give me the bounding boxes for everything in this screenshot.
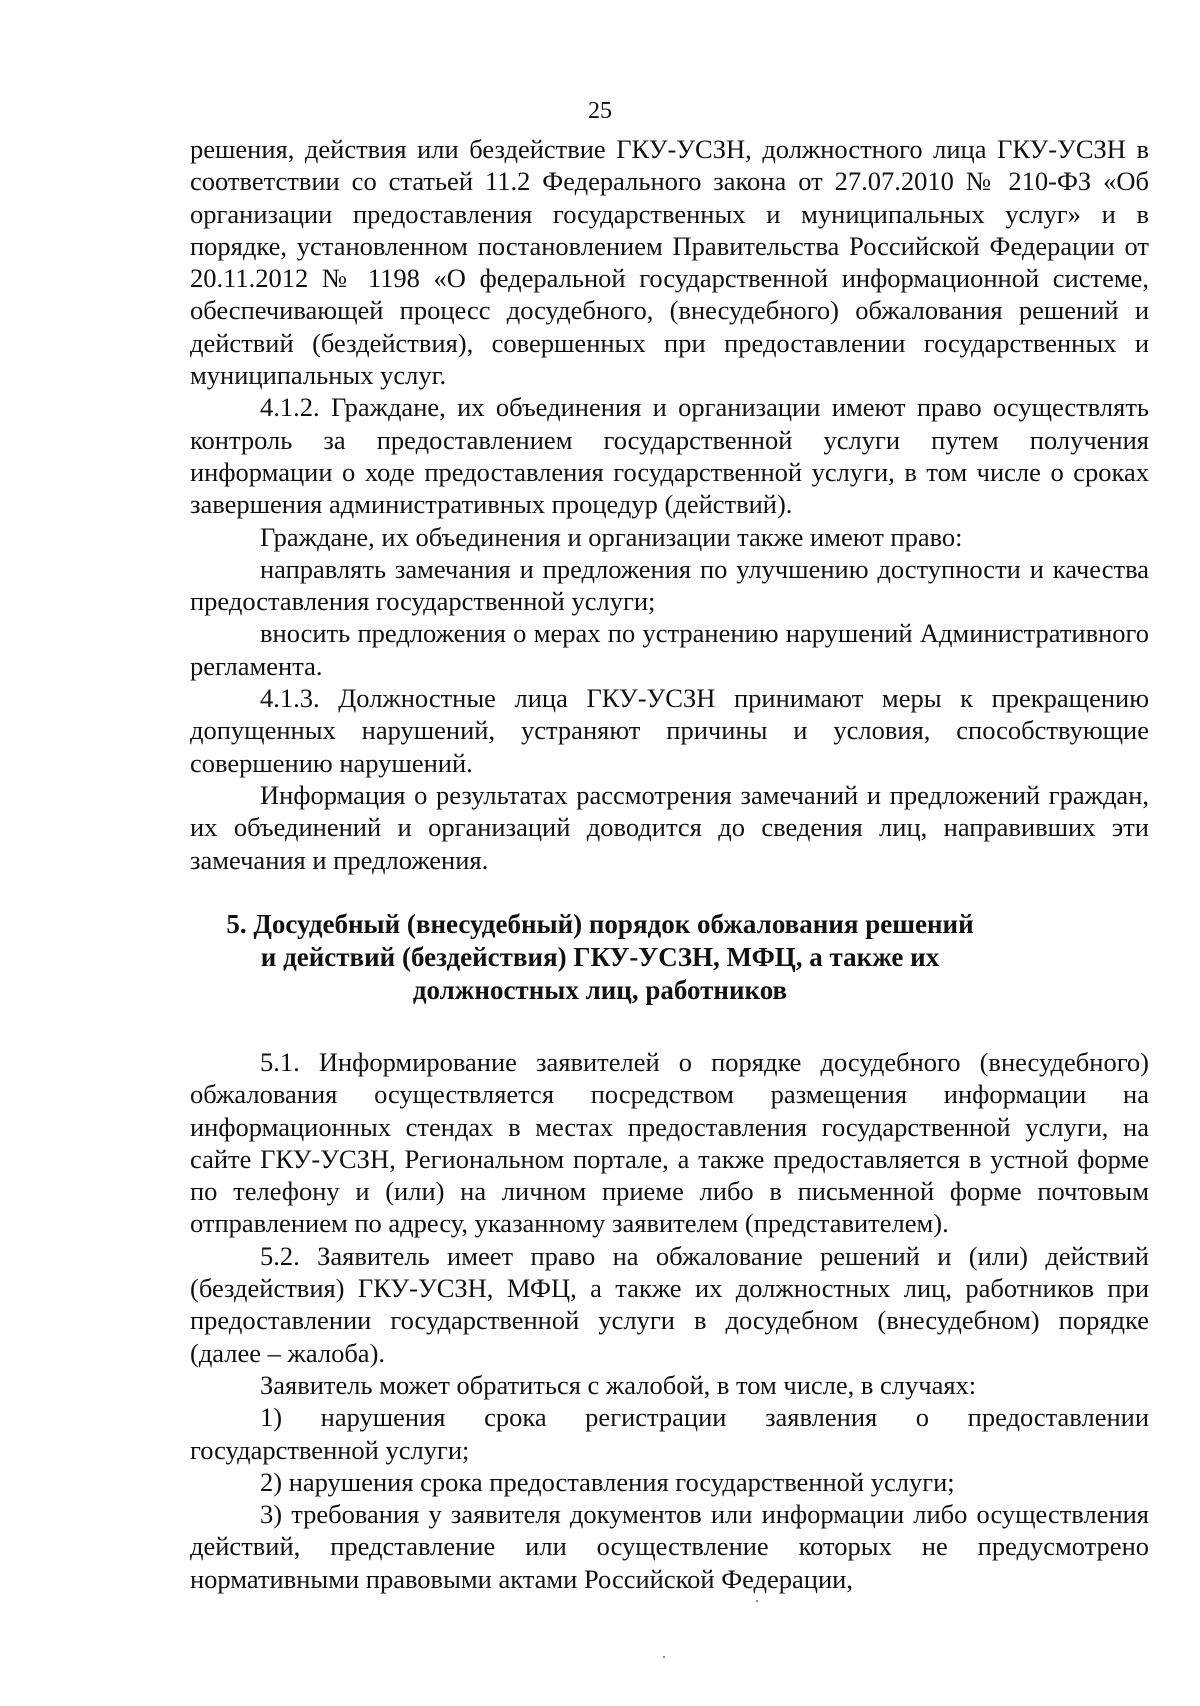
paragraph-5-2: 5.2. Заявитель имеет право на обжалование решений и (или) действий (бездействия) ГКУ-УСЗН, МФЦ, а также их должностных лиц, работников при предоставлении государственной услуги в досудебном (внесудебном) порядке (далее – жалоба).: [190, 1240, 1149, 1368]
section-heading-line-1: 5. Досудебный (внесудебный) порядок обжалования решений: [226, 909, 974, 939]
paragraph-rights-proposals: вносить предложения о мерах по устранению нарушений Административного регламента.: [190, 618, 1149, 681]
text-block-bottom: [190, 1046, 1149, 1595]
paragraph-complaint-cases-intro: Заявитель может обратиться с жалобой, в том числе, в случаях:: [260, 1369, 977, 1400]
section-heading-line-2: и действий (бездействия) ГКУ-УСЗН, МФЦ, а также их: [260, 942, 940, 972]
paragraph-rights-intro: Граждане, их объединения и организации также имеют право:: [260, 521, 963, 552]
scan-artifact-dot: [663, 1656, 665, 1658]
paragraph-4-1-3: 4.1.3. Должностные лица ГКУ-УСЗН принимают меры к прекращению допущенных нарушений, устраняют причины и условия, способствующие совершению нарушений.: [190, 683, 1149, 778]
list-item-2: 2) нарушения срока предоставления государственной услуги;: [260, 1466, 955, 1497]
paragraph-results-info: Информация о результатах рассмотрения замечаний и предложений граждан, их объединений и организаций доводится до сведения лиц, направивших эти замечания и предложения.: [190, 779, 1149, 875]
paragraph-continuation: решения, действия или бездействие ГКУ-УСЗН, должностного лица ГКУ-УСЗН в соответствии со статьей 11.2 Федерального закона от 27.07.2010 № 210-ФЗ «Об организации предоставления государственных и муниципальных услуг» и в порядке, установленном постановлением Правительства Российской Федерации от 20.11.2012 № 1198 «О федеральной государственной информационной системе, обеспечивающей процесс досудебного, (внесудебного) обжалования решений и действий (бездействия), совершенных при предоставлении государственных и муниципальных услуг.: [190, 134, 1149, 391]
paragraph-4-1-2: 4.1.2. Граждане, их объединения и организации имеют право осуществлять контроль за предоставлением государственной услуги путем получения информации о ходе предоставления государственной услуги, в том числе о сроках завершения административных процедур (действий).: [190, 392, 1149, 520]
paragraph-5-1: 5.1. Информирование заявителей о порядке досудебного (внесудебного) обжалования осуществляется посредством размещения информации на информационных стендах в местах предоставления государственной услуги, на сайте ГКУ-УСЗН, Региональном портале, а также предоставляется в устной форме по телефону и (или) на личном приеме либо в письменной форме почтовым отправлением по адресу, указанному заявителем (представителем).: [190, 1047, 1149, 1239]
paragraph-rights-remarks: направлять замечания и предложения по улучшению доступности и качества предоставления государственной услуги;: [190, 553, 1149, 617]
page-number: 25: [588, 98, 612, 124]
list-item-1: 1) нарушения срока регистрации заявления о предоставлении государственной услуги;: [190, 1402, 1149, 1465]
scan-artifact-dot: [756, 1600, 758, 1602]
list-item-3: 3) требования у заявителя документов или информации либо осуществления действий, представление или осуществление которых не предусмотрено нормативными правовыми актами Российской Федерации,: [190, 1499, 1149, 1594]
section-heading-line-3: должностных лиц, работников: [412, 975, 788, 1005]
text-block-top: [190, 133, 1149, 876]
section-heading: [150, 908, 1050, 1007]
